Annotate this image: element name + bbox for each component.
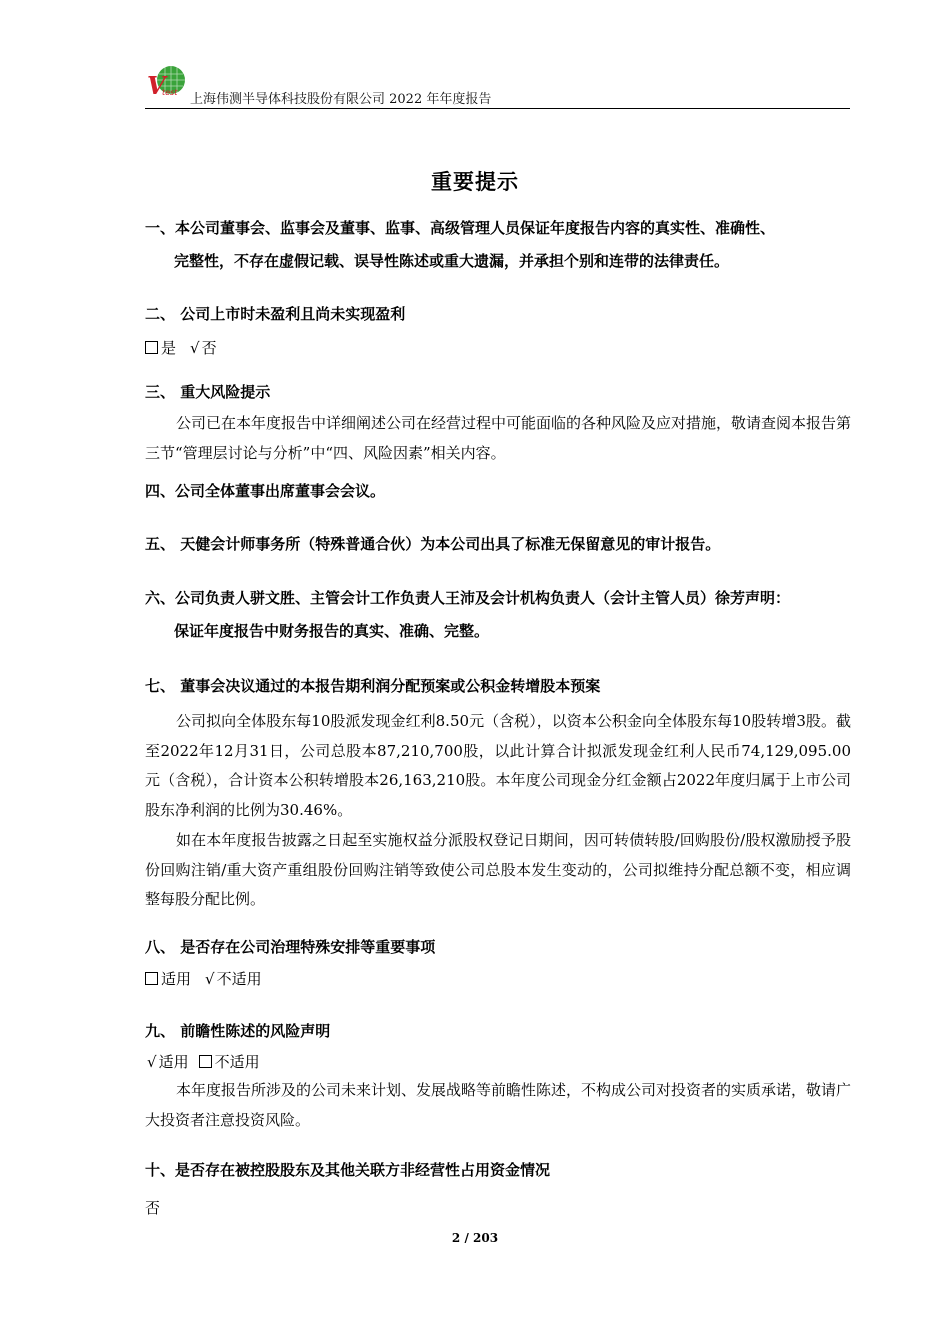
page-number: 2 / 203 — [451, 1231, 499, 1245]
check-mark-icon: √ — [147, 1053, 157, 1071]
section-7-paragraph-2: 如在本年度报告披露之日起至实施权益分派股权登记日期间，因可转债转股/回购股份/股权激励授予股份回购注销/重大资产重组股份回购注销等致使公司总股本发生变动的，公司拟维持分配总额不变，相应调整每股分配比例。 — [145, 831, 851, 908]
option-no-label: 否 — [201, 339, 217, 357]
section-6-line-1: 六、公司负责人骈文胜、主管会计工作负责人王沛及会计机构负责人（会计主管人员）徐芳声明： — [145, 589, 791, 607]
section-1-line-1: 一、本公司董事会、监事会及董事、监事、高级管理人员保证年度报告内容的真实性、准确性、 — [145, 219, 776, 237]
option-applicable-label: 适用 — [161, 970, 192, 988]
section-9-options — [145, 1052, 260, 1072]
section-10-heading: 十、是否存在被控股股东及其他关联方非经营性占用资金情况 — [145, 1161, 551, 1179]
checkbox-yes-unchecked — [145, 341, 158, 354]
section-10-answer: 否 — [145, 1199, 161, 1217]
section-7-heading: 七、 董事会决议通过的本报告期利润分配预案或公积金转增股本预案 — [145, 677, 601, 695]
section-9-body: 本年度报告所涉及的公司未来计划、发展战略等前瞻性陈述，不构成公司对投资者的实质承诺，敬请广大投资者注意投资风险。 — [145, 1081, 852, 1129]
section-7-paragraph-1: 公司拟向全体股东每10股派发现金红利8.50元（含税），以资本公积金向全体股东每10股转增3股。截至2022年12月31日，公司总股本87,210,700股，以此计算合计拟派发现金红利人民币74,129,095.00元（含税），合计资本公积转增股本26,163,210股。本年度公司现金分红金额占2022年度归属于上市公司股东净利润的比例为30.46%。 — [145, 712, 851, 819]
option-not-applicable-label: 不适用 — [214, 1053, 260, 1071]
section-3-heading: 三、 重大风险提示 — [145, 383, 271, 401]
svg-text:V: V — [147, 71, 166, 100]
checkbox-applicable-unchecked — [145, 972, 158, 985]
section-4-heading: 四、公司全体董事出席董事会会议。 — [145, 482, 386, 500]
section-2-heading: 二、 公司上市时未盈利且尚未实现盈利 — [145, 305, 406, 323]
page-title: 重要提示 — [431, 170, 519, 194]
page-header — [145, 62, 850, 109]
option-yes-label: 是 — [161, 339, 177, 357]
option-not-applicable-label: 不适用 — [216, 970, 262, 988]
company-logo — [145, 64, 187, 102]
checkbox-not-applicable-unchecked — [199, 1055, 212, 1068]
header-title: 上海伟测半导体科技股份有限公司 2022 年年度报告 — [190, 92, 492, 107]
option-applicable-label: 适用 — [158, 1053, 189, 1071]
section-8-heading: 八、 是否存在公司治理特殊安排等重要事项 — [145, 938, 436, 956]
svg-text:test: test — [162, 88, 178, 97]
section-9-heading: 九、 前瞻性陈述的风险声明 — [145, 1022, 331, 1040]
section-1-line-2: 完整性，不存在虚假记载、误导性陈述或重大遗漏，并承担个别和连带的法律责任。 — [174, 252, 730, 270]
section-3-body: 公司已在本年度报告中详细阐述公司在经营过程中可能面临的各种风险及应对措施，敬请查阅本报告第三节“管理层讨论与分析”中“四、风险因素”相关内容。 — [145, 414, 852, 462]
section-5-heading: 五、 天健会计师事务所（特殊普通合伙）为本公司出具了标准无保留意见的审计报告。 — [145, 535, 721, 553]
check-mark-icon: √ — [190, 339, 200, 357]
section-6-line-2: 保证年度报告中财务报告的真实、准确、完整。 — [174, 622, 490, 640]
section-2-options — [145, 338, 217, 358]
section-8-options — [145, 969, 262, 989]
check-mark-icon: √ — [205, 970, 215, 988]
